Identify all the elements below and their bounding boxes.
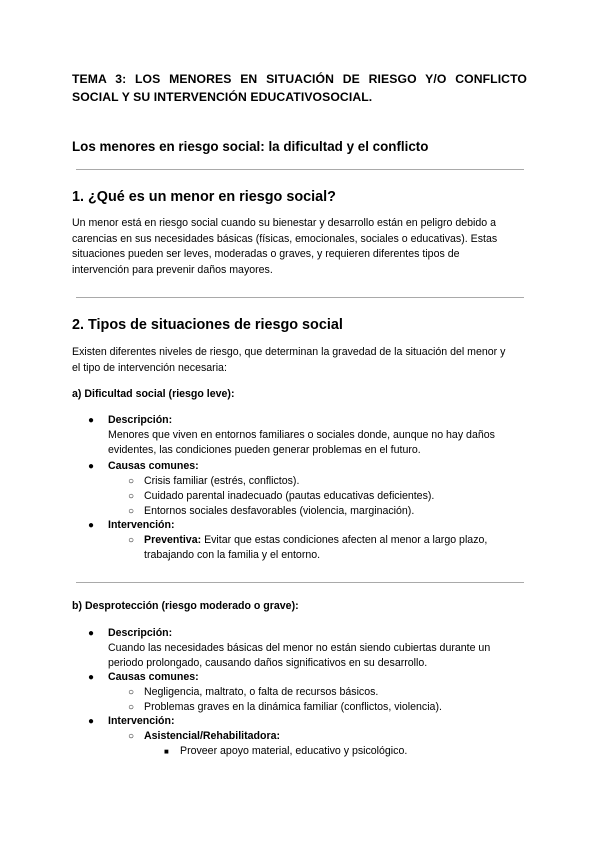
cause-item: Problemas graves en la dinámica familiar (conflictos, violencia). [144,701,442,713]
cause-item: Cuidado parental inadecuado (pautas educativas deficientes). [144,490,435,502]
divider [76,297,524,298]
paragraph-line: situaciones pueden ser leves, moderadas o graves, y requieren diferentes tipos de [72,248,460,261]
page-subtitle: Los menores en riesgo social: la dificultad y el conflicto [72,139,429,154]
bullet-icon: ● [88,461,95,472]
causes-label: Causas comunes: [108,671,199,683]
section-2-paragraph [72,345,527,376]
intervention-label: Intervención: [108,519,175,531]
description-line: Menores que viven en entornos familiares o sociales donde, aunque no hay daños [108,429,495,441]
bullet-icon: ● [88,716,95,727]
description-label: Descripción: [108,414,173,426]
circle-bullet-icon: ○ [128,476,135,487]
paragraph-line: Existen diferentes niveles de riesgo, que determinan la gravedad de la situación del menor y [72,346,506,358]
bullet-icon: ● [88,672,95,683]
preventive-label: Preventiva: [144,534,202,546]
cause-item: Crisis familiar (estrés, conflictos). [144,475,300,487]
preventive-line [144,533,487,549]
paragraph-line: Un menor está en riesgo social cuando su bienestar y desarrollo están en peligro debido a [72,217,497,229]
description-line: evidentes, las condiciones pueden generar problemas en el futuro. [108,444,421,456]
subsection-b-heading: b) Desprotección (riesgo moderado o grave): [72,600,299,612]
bullet-icon: ● [88,415,95,426]
section-1-heading: 1. ¿Qué es un menor en riesgo social? [72,189,336,205]
circle-bullet-icon: ○ [128,702,135,713]
circle-bullet-icon: ○ [128,731,135,742]
preventive-text: Evitar que estas condiciones afecten al menor a largo plazo, [201,534,488,546]
circle-bullet-icon: ○ [128,687,135,698]
preventive-line: trabajando con la familia y el entorno. [144,549,321,561]
paragraph-line: carencias en sus necesidades básicas (físicas, emocionales, sociales o educativas). Estas [72,232,498,245]
paragraph-line: el tipo de intervención necesaria: [72,361,227,374]
subsection-a-heading: a) Dificultad social (riesgo leve): [72,388,235,400]
circle-bullet-icon: ○ [128,491,135,502]
assist-label: Asistencial/Rehabilitadora: [144,730,280,742]
description-line: Cuando las necesidades básicas del menor no están siendo cubiertas durante un [108,642,491,654]
cause-item: Negligencia, maltrato, o falta de recursos básicos. [144,686,379,698]
square-bullet-icon: ■ [164,747,169,756]
causes-label: Causas comunes: [108,460,199,472]
paragraph-line: intervención para prevenir daños mayores. [72,264,273,277]
bullet-icon: ● [88,628,95,639]
description-label: Descripción: [108,627,173,639]
divider [76,582,524,583]
section-1-paragraph [72,216,527,279]
cause-item: Entornos sociales desfavorables (violencia, marginación). [144,505,415,517]
intervention-label: Intervención: [108,715,175,727]
section-2-heading: 2. Tipos de situaciones de riesgo social [72,317,343,333]
circle-bullet-icon: ○ [128,506,135,517]
assist-item: Proveer apoyo material, educativo y psicológico. [180,745,408,757]
circle-bullet-icon: ○ [128,535,135,546]
bullet-icon: ● [88,520,95,531]
divider [76,169,524,170]
page-title: TEMA 3: LOS MENORES EN SITUACIÓN DE RIESGO Y/O CONFLICTO SOCIAL Y SU INTERVENCIÓN EDUCATIVOSOCIAL. [72,72,527,104]
description-line: periodo prolongado, causando daños significativos en su desarrollo. [108,657,428,669]
